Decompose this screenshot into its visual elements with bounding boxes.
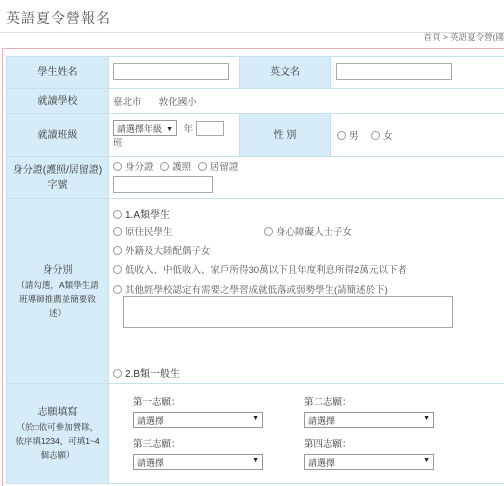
grade-select[interactable]: 請選擇年級 ▼	[113, 120, 177, 136]
radio-icon	[198, 162, 207, 171]
fourth-choice-label: 第四志願：	[304, 439, 352, 450]
class-number-input[interactable]	[196, 121, 224, 136]
preference-label-cell	[7, 384, 109, 484]
registration-form	[6, 56, 504, 484]
id-type-label: 身分證(護照/居留證)字號	[7, 157, 109, 199]
identity-low-income-option[interactable]: 低收入、中低收入、家戶所得30萬以下且年度利息所得2萬元以下者	[113, 262, 407, 276]
radio-icon	[337, 131, 346, 140]
radio-icon	[160, 162, 169, 171]
student-name-input[interactable]	[113, 63, 229, 80]
radio-icon	[264, 227, 273, 236]
identity-group-a-option[interactable]: 1.A類學生	[113, 206, 170, 221]
fourth-choice-select[interactable]: 請選擇 ▼	[304, 454, 434, 470]
identity-label: 身分別	[42, 264, 73, 276]
school-label: 就讀學校	[7, 89, 109, 114]
gender-male-option[interactable]: 男	[337, 131, 359, 142]
identity-group-b-option[interactable]: 2.B類一般生	[113, 365, 180, 380]
radio-icon	[113, 210, 122, 219]
chevron-down-icon: ▼	[166, 125, 173, 133]
identity-label-cell	[7, 199, 109, 384]
id-option-id-card[interactable]: 身分證	[113, 162, 154, 173]
radio-icon	[113, 285, 122, 294]
identity-foreign-spouse-option[interactable]: 外籍及大陸配偶子女	[113, 243, 211, 257]
gender-female-option[interactable]: 女	[371, 131, 393, 142]
english-name-label: 英文名	[240, 57, 331, 89]
chevron-down-icon: ▼	[423, 415, 430, 422]
radio-icon	[113, 369, 122, 378]
chevron-down-icon: ▼	[423, 457, 430, 464]
page-title: 英語夏令營報名	[6, 10, 111, 26]
radio-icon	[113, 265, 122, 274]
school-name: 敦化國小	[158, 97, 197, 108]
radio-icon	[113, 162, 122, 171]
radio-icon	[113, 227, 122, 236]
preference-label: 志願填寫	[37, 407, 78, 418]
identity-aboriginal-option[interactable]: 原住民學生	[113, 224, 173, 238]
first-choice-label: 第一志願：	[133, 397, 181, 408]
class-unit: 班	[113, 137, 123, 149]
chevron-down-icon: ▼	[252, 457, 259, 464]
school-city: 臺北市	[113, 97, 142, 108]
grade-unit: 年	[183, 123, 194, 135]
radio-icon	[113, 246, 122, 255]
second-choice-select[interactable]: 請選擇 ▼	[304, 412, 434, 428]
id-option-residence[interactable]: 居留證	[198, 162, 239, 173]
radio-icon	[371, 131, 380, 140]
identity-other-option[interactable]: 其他經學校認定有需要之學習成就低落或弱勢學生(請簡述於下)	[113, 282, 388, 296]
second-choice-label: 第二志願：	[304, 397, 352, 408]
preference-note: （於□依可參加營隊，依序填1234，可填1~4個志願）	[15, 422, 100, 460]
breadcrumb: 首頁 > 英語夏令營(國	[423, 32, 504, 42]
identity-description-textarea[interactable]	[123, 296, 453, 328]
identity-disability-option[interactable]: 身心障礙人士子女	[264, 224, 352, 238]
chevron-down-icon: ▼	[252, 415, 259, 422]
gender-label: 性 別	[240, 114, 331, 157]
third-choice-select[interactable]: 請選擇 ▼	[133, 454, 263, 470]
class-label: 就讀班級	[7, 114, 109, 157]
identity-note: （請勾選，A類學生請班導師推薦並簡要敘述）	[16, 279, 99, 318]
id-option-passport[interactable]: 護照	[160, 162, 191, 173]
id-number-input[interactable]	[113, 176, 213, 193]
student-name-label: 學生姓名	[7, 57, 109, 89]
first-choice-select[interactable]: 請選擇 ▼	[133, 412, 263, 428]
english-name-input[interactable]	[336, 63, 452, 80]
third-choice-label: 第三志願：	[133, 439, 181, 450]
